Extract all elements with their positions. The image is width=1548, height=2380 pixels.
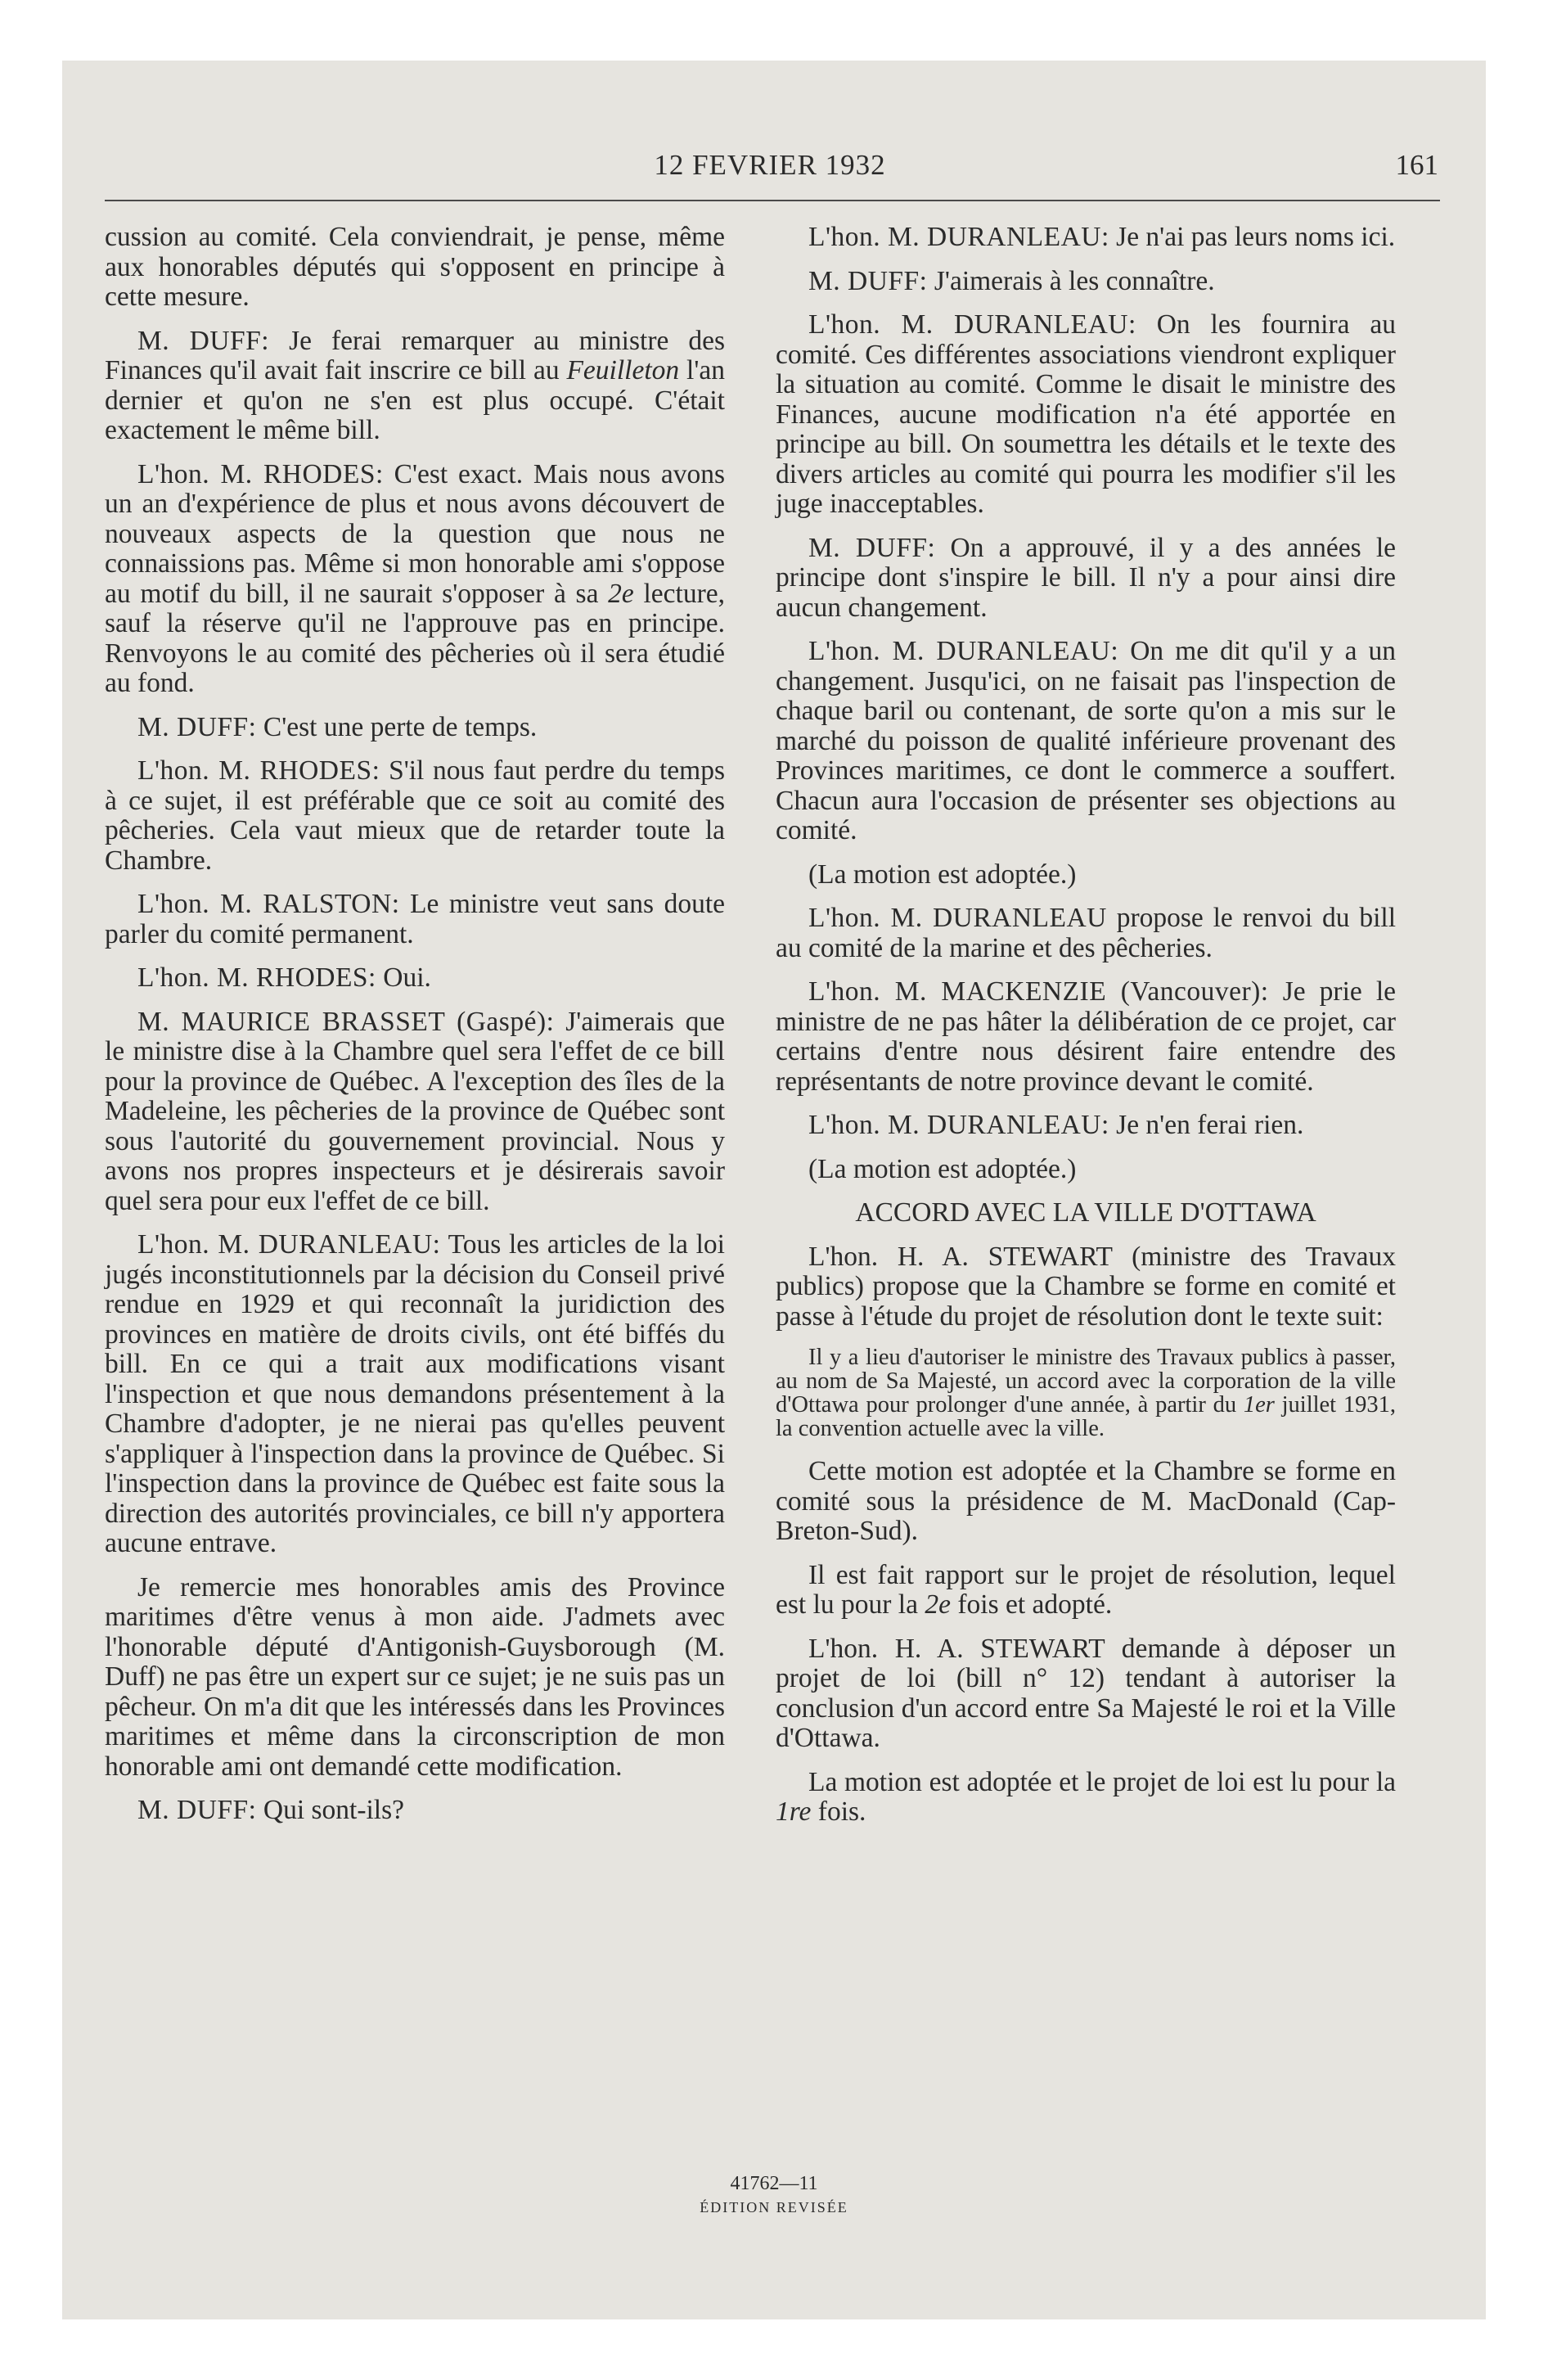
paragraph: Je remercie mes honorables amis des Province maritimes d'être venus à mon aide. J'admets avec l'honorable député d'Antigonish-Guysborough (M. Duff) ne pas être un expert sur ce sujet; je ne suis pas un pêcheur. On m'a dit que les intéressés dans les Provinces maritimes et même dans la circonscription de mon honorable ami ont demandé cette modification. (105, 1571, 725, 1782)
paragraph: M. DUFF: C'est une perte de temps. (137, 711, 538, 742)
speaker-name: L'hon. M. DURANLEAU: (808, 222, 1109, 252)
paragraph: L'hon. M. RHODES: Oui. (137, 962, 431, 993)
paragraph: (La motion est adoptée.) (808, 1153, 1077, 1184)
paragraph: L'hon. H. A. STEWART (ministre des Travaux publics) propose que la Chambre se forme en comité et passe à l'étude du projet de résolution dont le texte suit: (776, 1241, 1396, 1332)
header-rule (105, 200, 1440, 201)
section-heading: ACCORD AVEC LA VILLE D'OTTAWA (855, 1197, 1316, 1228)
page-footer (62, 2170, 1486, 2218)
page-number: 161 (1395, 149, 1438, 181)
edition-label: ÉDITION REVISÉE (700, 2199, 848, 2215)
speaker-name: L'hon. M. RALSTON: (137, 889, 400, 919)
paragraph: Cette motion est adoptée et la Chambre se forme en comité sous la présidence de M. MacDonald (Cap-Breton-Sud). (776, 1456, 1396, 1546)
paragraph: M. MAURICE BRASSET (Gaspé): J'aimerais que le ministre dise à la Chambre quel sera l'effet de ce bill pour la province de Québec. A l'exception des îles de la Madeleine, les pêcheries de la province de Québec sont sous l'autorité du gouvernement provincial. Nous y avons nos propres inspecteurs et je désirerais savoir quel sera pour eux l'effet de ce bill. (105, 1006, 725, 1216)
paragraph: La motion est adoptée et le projet de loi est lu pour la 1re fois. (776, 1766, 1396, 1827)
print-code: 41762—11 (730, 2173, 818, 2194)
paragraph: M. DUFF: J'aimerais à les connaître. (808, 265, 1215, 296)
page-date: 12 FEVRIER 1932 (654, 149, 886, 181)
speaker-name: M. DUFF: (137, 711, 257, 742)
speaker-name: L'hon. M. DURANLEAU (808, 903, 1107, 933)
paragraph: L'hon. M. RALSTON: Le ministre veut sans doute parler du comité permanent. (105, 889, 725, 949)
speaker-name: L'hon. M. RHODES: (137, 458, 384, 489)
speaker-name: L'hon. M. RHODES: (137, 962, 376, 993)
speaker-name: M. DUFF: (137, 325, 270, 356)
paragraph: L'hon. M. RHODES: C'est exact. Mais nous avons un an d'expérience de plus et nous avons découvert de nouveaux aspects de la question que nous ne connaissions pas. Même si mon honorable ami s'oppose au motif du bill, il ne saurait s'opposer à sa 2e lecture, sauf la réserve qu'il ne l'approuve pas en principe. Renvoyons le au comité des pêcheries où il sera étudié au fond. (105, 458, 725, 698)
paragraph: L'hon. M. DURANLEAU: Je n'ai pas leurs noms ici. (808, 222, 1396, 252)
paragraph: (La motion est adoptée.) (808, 859, 1077, 890)
paragraph: M. DUFF: On a approuvé, il y a des années le principe dont s'inspire le bill. Il n'y a pour ainsi dire aucun changement. (776, 532, 1397, 623)
paragraph: Il est fait rapport sur le projet de résolution, lequel est lu pour la 2e fois et adopté. (776, 1559, 1396, 1620)
paragraph: L'hon. M. RHODES: S'il nous faut perdre du temps à ce sujet, il est préférable que ce soit au comité des pêcheries. Cela vaut mieux que de retarder toute la Chambre. (105, 755, 725, 876)
page-header (101, 149, 1438, 188)
paragraph: L'hon. M. DURANLEAU: On me dit qu'il y a un changement. Jusqu'ici, on ne faisait pas l'inspection de chaque baril ou contenant, de sorte qu'on a mis sur le marché du poisson de qualité inférieure provenant des Provinces maritimes, ce dont le commerce a souffert. Chacun aura l'occasion de présenter ses objections au comité. (776, 636, 1396, 845)
paragraph: L'hon. M. MACKENZIE (Vancouver): Je prie le ministre de ne pas hâter la délibération de ce projet, car certains d'entre nous désirent faire entendre des représentants de notre province devant le comité. (776, 976, 1397, 1097)
paragraph: L'hon. M. DURANLEAU: On les fournira au comité. Ces différentes associations viendront expliquer la situation au comité. Comme le disait le ministre des Finances, aucune modification n'a été apportée en principe au bill. On soumettra les détails et le texte des divers articles au comité qui pourra les modifier s'il les juge inacceptables. (776, 309, 1397, 519)
resolution-quote: Il y a lieu d'autoriser le ministre des Travaux publics à passer, au nom de Sa Majesté, un accord avec la corporation de la ville d'Ottawa pour prolonger d'une année, à partir du 1er juillet 1931, la convention actuelle avec la ville. (776, 1345, 1396, 1441)
speaker-name: M. MAURICE BRASSET (Gaspé): (137, 1006, 555, 1037)
right-column (776, 223, 1396, 1841)
speaker-name: L'hon. M. DURANLEAU: (808, 1110, 1109, 1140)
paragraph: M. DUFF: Qui sont-ils? (137, 1795, 405, 1825)
speaker-name: M. DUFF: (808, 532, 936, 563)
paragraph: L'hon. H. A. STEWART demande à déposer un projet de loi (bill n° 12) tendant à autoriser la conclusion d'un accord entre Sa Majesté le roi et la Ville d'Ottawa. (776, 1633, 1396, 1753)
speaker-name: L'hon. M. RHODES: (137, 755, 380, 786)
speaker-name: M. DUFF: (808, 265, 928, 296)
paragraph: L'hon. M. DURANLEAU: Tous les articles de la loi jugés inconstitutionnels par la décision du Conseil privé rendue en 1929 et qui reconnaît la juridiction des provinces en matière de droits civils, ont été biffés du bill. En ce qui a trait aux modifications visant l'inspection et que nous demandons présentement à la Chambre d'adopter, je ne nierai pas qu'elles peuvent s'appliquer à l'inspection dans la province de Québec. Si l'inspection dans la province de Québec est faite sous la direction des autorités provinciales, ce bill n'y apportera aucune entrave. (105, 1229, 725, 1558)
speaker-name: L'hon. M. DURANLEAU: (137, 1229, 441, 1260)
paragraph: cussion au comité. Cela conviendrait, je pense, même aux honorables députés qui s'opposent en principe à cette mesure. (105, 222, 725, 312)
speaker-name: L'hon. M. MACKENZIE (Vancouver): (808, 976, 1269, 1007)
paragraph: M. DUFF: Je ferai remarquer au ministre des Finances qu'il avait fait inscrire ce bill au Feuilleton l'an dernier et qu'on ne s'en est plus occupé. C'était exactement le même bill. (105, 325, 726, 445)
speaker-name: L'hon. M. DURANLEAU: (808, 309, 1136, 340)
speaker-name: L'hon. M. DURANLEAU: (808, 636, 1119, 666)
paragraph: L'hon. M. DURANLEAU: Je n'en ferai rien. (808, 1110, 1304, 1140)
paragraph: L'hon. M. DURANLEAU propose le renvoi du bill au comité de la marine et des pêcheries. (776, 903, 1396, 963)
scanned-page (62, 61, 1486, 2319)
speaker-name: M. DUFF: (137, 1795, 257, 1825)
left-column (105, 223, 725, 1840)
